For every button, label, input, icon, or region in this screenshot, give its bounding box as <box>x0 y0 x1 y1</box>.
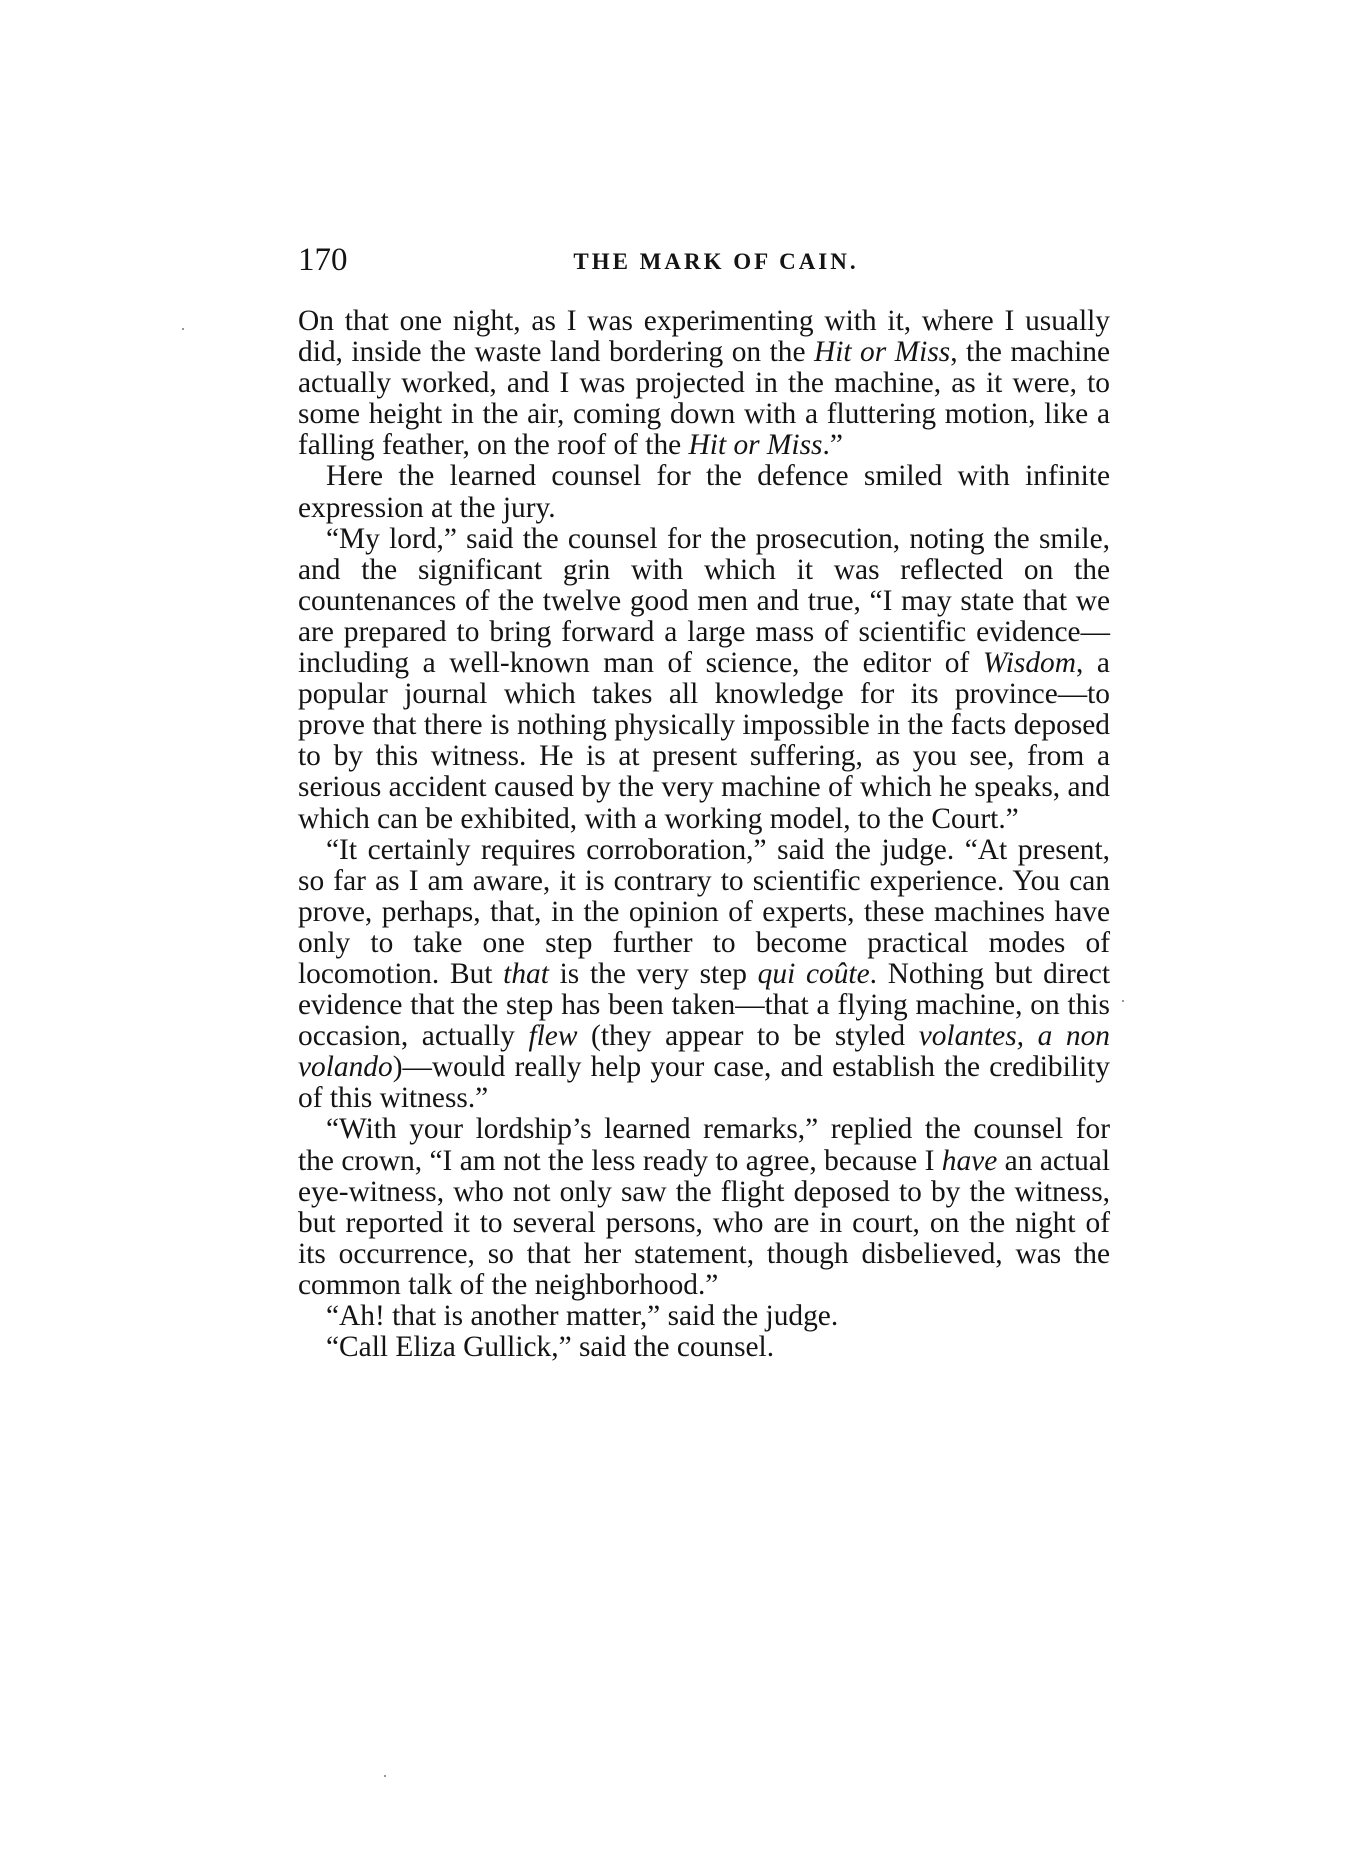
text-run: )—would really help your case, and establish the credibility of this witness.” <box>298 1051 1110 1115</box>
text-run: “My lord,” said the counsel for the prosecution, noting the smile, and the significant grin with which it was reflected on the countenances of the twelve good men and true, “I may state that we are prepared to bring forward a large mass of scientific evidence—including a well-known man of science, the editor of <box>298 522 1110 680</box>
paragraph <box>298 835 1110 1115</box>
paragraph <box>298 1332 1110 1363</box>
running-title: THE MARK OF CAIN. <box>573 249 859 274</box>
text-run: On that one night, as I was experimenting with it, where I usually did, inside the waste land bordering on the <box>298 305 1110 369</box>
paragraph <box>298 1301 1110 1332</box>
scan-speck <box>1122 1000 1124 1002</box>
italic-run: Hit or Miss <box>688 429 823 462</box>
text-run: Here the learned counsel for the defence smiled with infinite expression at the jury. <box>298 460 1110 524</box>
italic-run: flew <box>528 1020 578 1053</box>
paragraph <box>298 524 1110 835</box>
text-run: is the very step <box>548 957 758 990</box>
text-run: . Nothing but direct evidence that the step has been taken—that a flying machine, on this occasion, actually <box>298 957 1110 1053</box>
italic-run: Hit or Miss <box>814 336 951 369</box>
italic-run: volantes, a non volando <box>298 1020 1111 1084</box>
italic-run: have <box>941 1144 998 1177</box>
text-run: , a popular journal which takes all knowledge for its province—to prove that there is nothing physically impossible in the facts deposed to by this witness. He is at present suffering, as you see, from a serious accident caused by the very machine of which he speaks, and which can be exhibited, with a working model, to the Court.” <box>298 647 1110 835</box>
page-header <box>298 240 1110 280</box>
scan-speck <box>384 1775 386 1777</box>
book-page <box>298 240 1110 1363</box>
text-run: (they appear to be styled <box>577 1020 919 1053</box>
text-run: “With your lordship’s learned remarks,” replied the counsel for the crown, “I am not the less ready to agree, because I <box>298 1113 1110 1177</box>
paragraph <box>298 306 1110 461</box>
italic-run: qui coûte <box>757 957 870 990</box>
scan-speck <box>182 328 184 330</box>
text-run: “It certainly requires corroboration,” said the judge. “At present, so far as I am aware, it is contrary to scientific experience. You can prove, perhaps, that, in the opinion of experts, these machines have only to take one step further to become practical modes of locomotion. But <box>298 833 1110 990</box>
paragraph <box>298 461 1110 523</box>
italic-run: Wisdom <box>982 647 1076 680</box>
text-run: , the machine actually worked, and I was projected in the machine, as it were, to some height in the air, coming down with a fluttering motion, like a falling feather, on the roof of the <box>298 336 1110 462</box>
page-number: 170 <box>298 242 348 278</box>
text-run: .” <box>822 429 843 462</box>
text-run: an actual eye-witness, who not only saw the flight deposed to by the witness, but reported it to several persons, who are in court, on the night of its occurrence, so that her statement, though disbelieved, was the common talk of the neighborhood.” <box>298 1144 1110 1301</box>
text-run: “Call Eliza Gullick,” said the counsel. <box>326 1331 775 1364</box>
body-text <box>298 306 1110 1363</box>
italic-run: that <box>503 957 549 990</box>
paragraph <box>298 1114 1110 1301</box>
text-run: “Ah! that is another matter,” said the judge. <box>326 1300 839 1332</box>
